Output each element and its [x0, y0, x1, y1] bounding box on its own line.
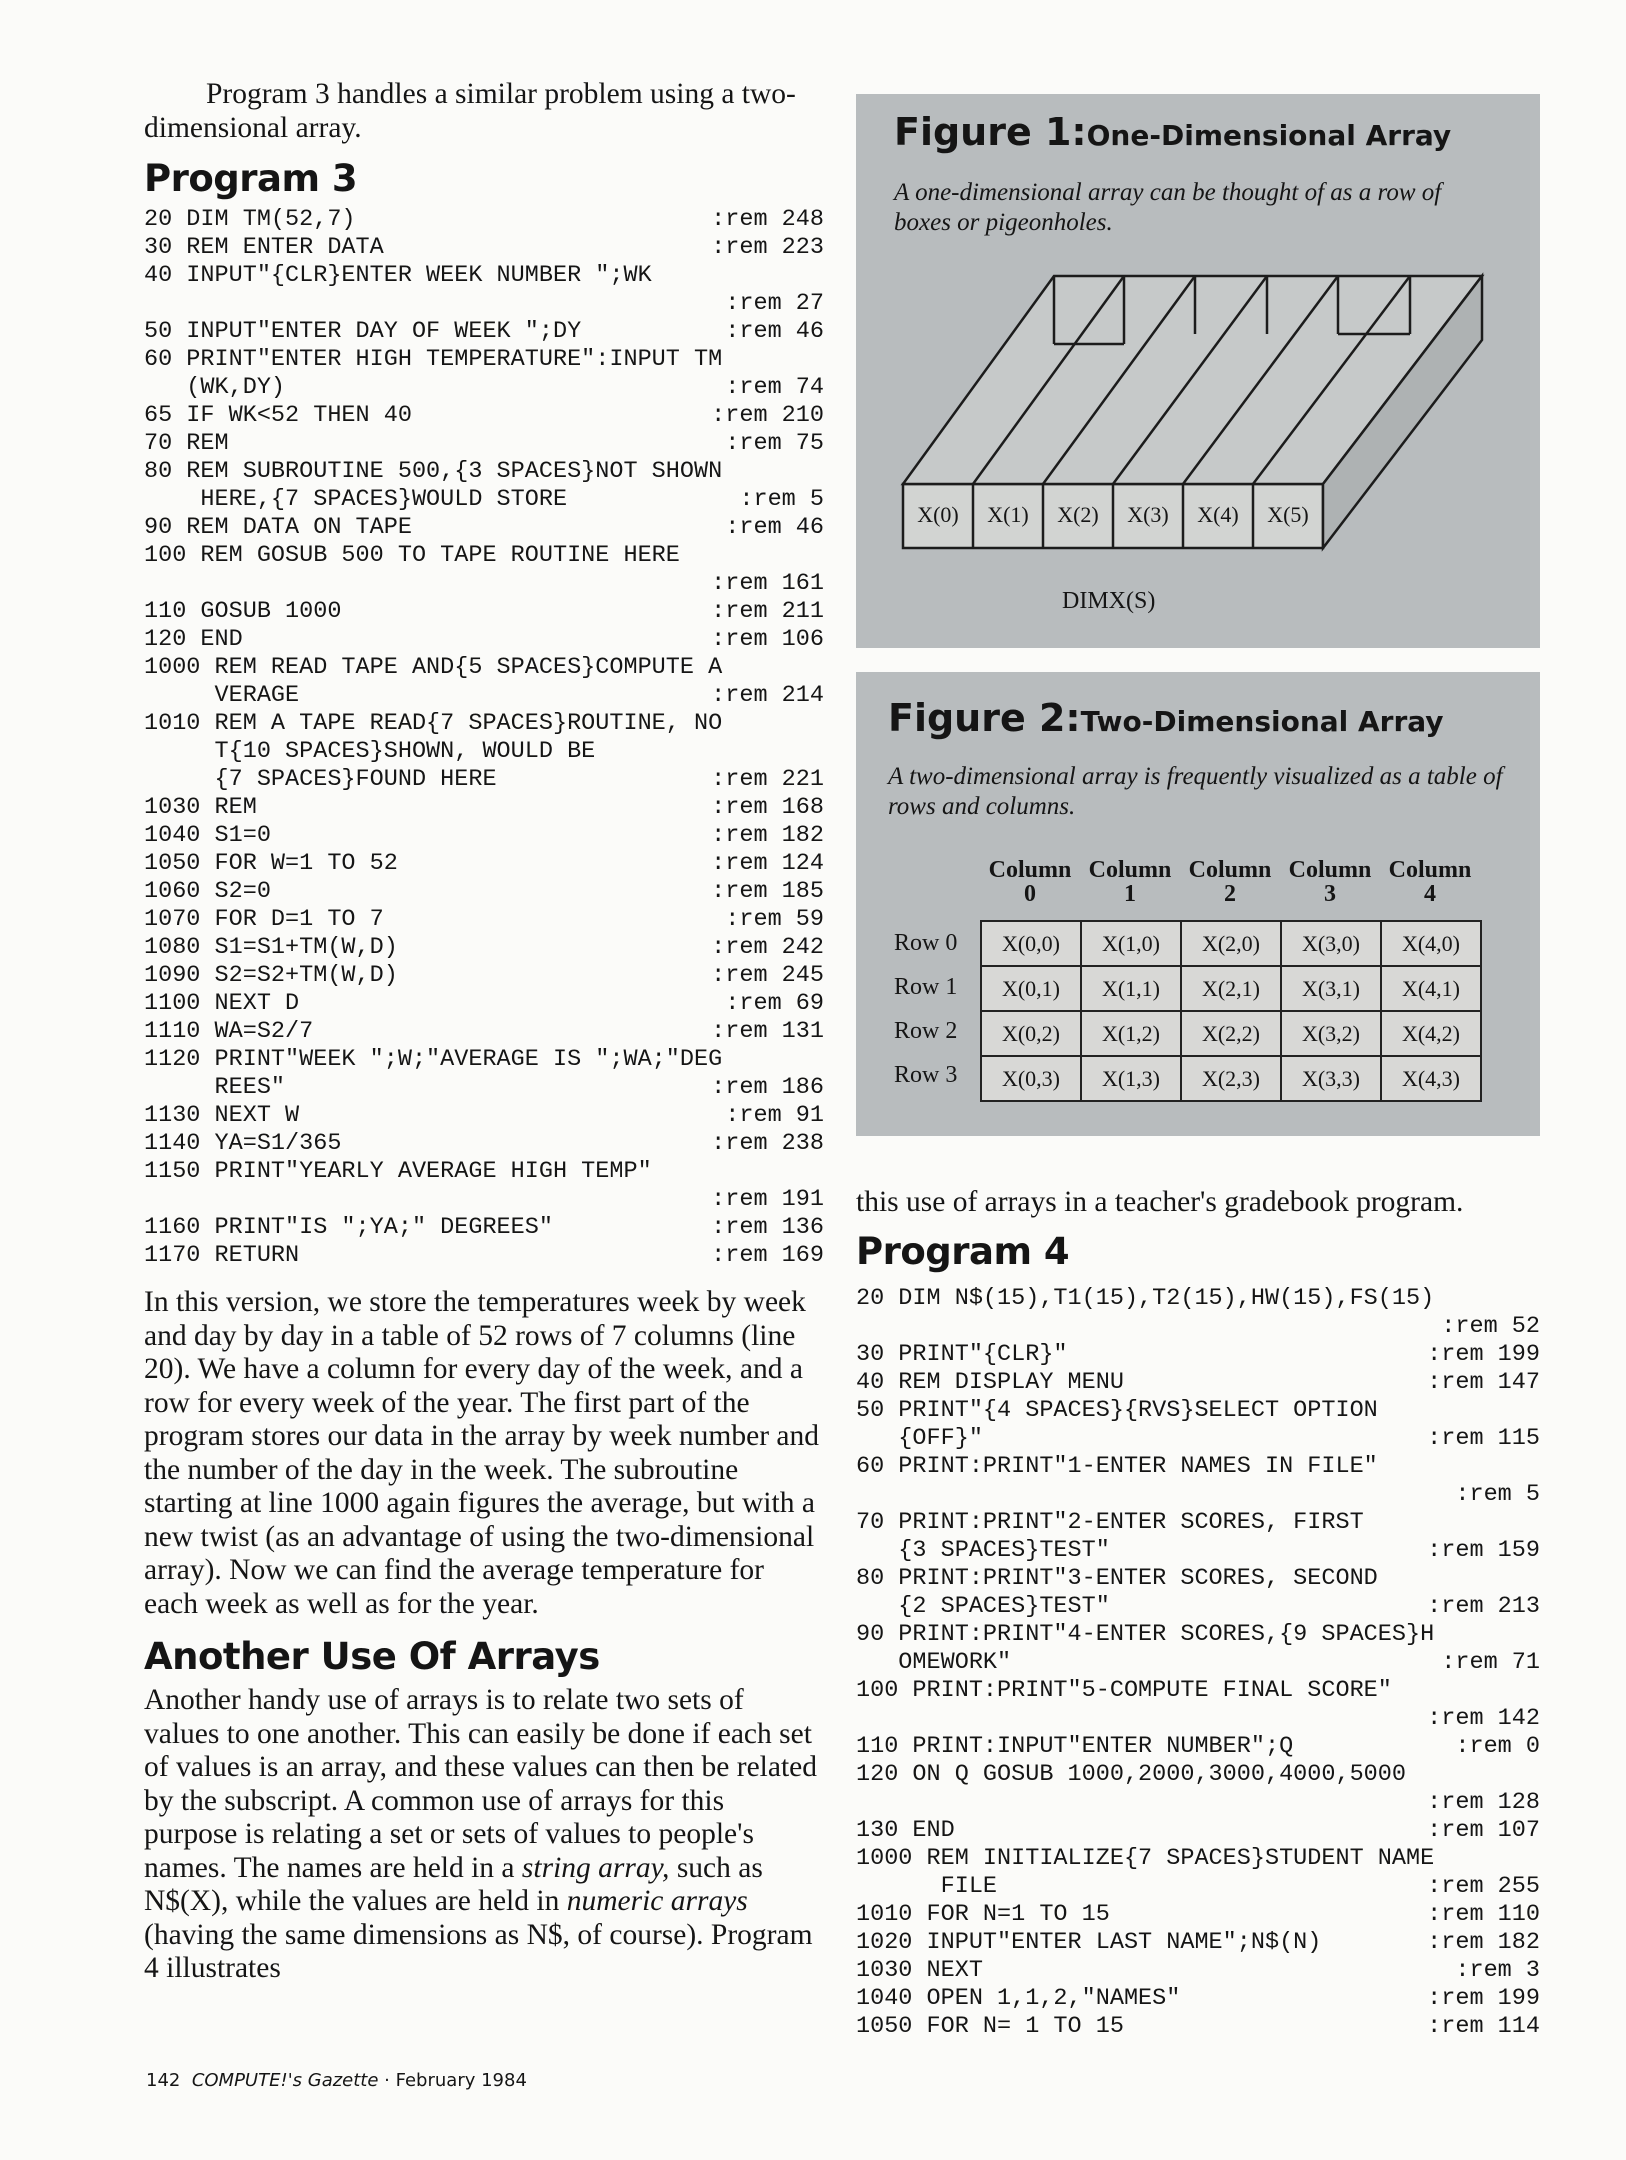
code-text: 120 ON Q GOSUB 1000,2000,3000,4000,5000 [856, 1760, 1406, 1788]
program4-code-line [856, 1621, 1540, 1649]
code-text: 100 PRINT:PRINT"5-COMPUTE FINAL SCORE" [856, 1676, 1392, 1704]
program3-code-line [144, 486, 824, 514]
rem-checksum: :rem 128 [1427, 1788, 1540, 1816]
code-text: 1090 S2=S2+TM(W,D) [144, 962, 398, 989]
code-text: REES" [144, 1074, 286, 1101]
rem-checksum: :rem 46 [725, 514, 824, 541]
program3-code-line [144, 710, 824, 738]
another-use-text-2: such as N$(X), while the values are held in [144, 1851, 763, 1917]
row-label: Row 3 [894, 1062, 958, 1088]
figure2-table [980, 920, 1482, 1102]
rem-checksum: :rem 46 [725, 318, 824, 345]
code-text: 100 REM GOSUB 500 TO TAPE ROUTINE HERE [144, 542, 680, 569]
rem-checksum: :rem 214 [711, 682, 824, 709]
code-text: 70 REM [144, 430, 229, 457]
rem-checksum: :rem 199 [1427, 1984, 1540, 2012]
code-text: {2 SPACES}TEST" [856, 1592, 1110, 1620]
rem-checksum: :rem 248 [711, 206, 824, 233]
rem-checksum: :rem 221 [711, 766, 824, 793]
another-use-text-1: Another handy use of arrays is to relate two sets of values to one another. This can easily be done if each set of values is an array, and these values can then be related by the subscript. A common use of arrays for this purpose is relating a set or sets of values to people's names. The names are held in a [144, 1684, 818, 1884]
program3-code-line [144, 1074, 824, 1102]
table-cell: X(3,0) [1281, 921, 1381, 966]
program3-code-line [144, 934, 824, 962]
rem-checksum: :rem 223 [711, 234, 824, 261]
program3-code-line [144, 738, 824, 766]
rem-checksum: :rem 91 [725, 1102, 824, 1129]
program4-heading: Program 4 [856, 1229, 1070, 1273]
code-text: VERAGE [144, 682, 300, 709]
program4-code-line [856, 1341, 1540, 1369]
rem-checksum: :rem 59 [725, 906, 824, 933]
program3-code-line [144, 1186, 824, 1214]
rem-checksum: :rem 211 [711, 598, 824, 625]
table-cell: X(0,0) [981, 921, 1081, 966]
program4-listing [856, 1285, 1540, 2041]
row-label: Row 2 [894, 1018, 958, 1044]
code-text: 110 PRINT:INPUT"ENTER NUMBER";Q [856, 1732, 1294, 1760]
program4-code-line [856, 1733, 1540, 1761]
program3-code-line [144, 990, 824, 1018]
code-text: 1100 NEXT D [144, 990, 300, 1017]
rem-checksum: :rem 74 [725, 374, 824, 401]
code-text: 1040 OPEN 1,1,2,"NAMES" [856, 1984, 1181, 2012]
rem-checksum: :rem 114 [1427, 2012, 1540, 2040]
rem-checksum: :rem 27 [725, 290, 824, 317]
program3-code-line [144, 346, 824, 374]
program3-code-line [144, 570, 824, 598]
right-column-text [856, 1186, 1540, 2041]
table-cell: X(0,1) [981, 966, 1081, 1011]
table-cell: X(2,1) [1181, 966, 1281, 1011]
rem-checksum: :rem 182 [1427, 1928, 1540, 1956]
code-text: 1040 S1=0 [144, 822, 271, 849]
figure2-name: Two-Dimensional Array [1080, 705, 1444, 738]
pigeonhole-diagram [856, 94, 1540, 648]
column-number: 2 [1224, 881, 1236, 907]
program3-code-line [144, 878, 824, 906]
array-cell-label: X(4) [1197, 502, 1239, 527]
program3-code-line [144, 402, 824, 430]
column-header [1180, 858, 1280, 906]
rem-checksum: :rem 71 [1441, 1648, 1540, 1676]
program3-code-line [144, 654, 824, 682]
program3-code-line [144, 906, 824, 934]
program4-code-line [856, 1397, 1540, 1425]
column-header [1380, 858, 1480, 906]
rem-checksum: :rem 110 [1427, 1900, 1540, 1928]
rem-checksum: :rem 159 [1427, 1536, 1540, 1564]
program4-code-line [856, 1957, 1540, 1985]
figure1-number: Figure 1: [894, 110, 1087, 154]
figure2-caption: A two-dimensional array is frequently visualized as a table of rows and columns. [888, 763, 1503, 820]
another-use-text-3: (having the same dimensions as N$, of course). Program 4 illustrates [144, 1918, 813, 1984]
rem-checksum: :rem 69 [725, 990, 824, 1017]
program4-code-line [856, 1313, 1540, 1341]
table-cell: X(2,3) [1181, 1056, 1281, 1101]
program4-code-line [856, 1537, 1540, 1565]
program3-code-line [144, 262, 824, 290]
code-text: 1170 RETURN [144, 1242, 300, 1269]
table-cell: X(1,0) [1081, 921, 1181, 966]
program3-code-line [144, 318, 824, 346]
code-text: T{10 SPACES}SHOWN, WOULD BE [144, 738, 596, 765]
figure1-caption: A one-dimensional array can be thought of as a row of boxes or pigeonholes. [894, 179, 1442, 236]
program3-code-line [144, 1018, 824, 1046]
program4-code-line [856, 1929, 1540, 1957]
code-text: 40 REM DISPLAY MENU [856, 1368, 1124, 1396]
rem-checksum: :rem 75 [725, 430, 824, 457]
figure1-name: One-Dimensional Array [1086, 119, 1452, 152]
another-use-emphasis-2: numeric arrays [566, 1885, 748, 1917]
array-cell-label: X(3) [1127, 502, 1169, 527]
rem-checksum: :rem 106 [711, 626, 824, 653]
program3-code-line [144, 962, 824, 990]
array-cell-label: X(5) [1267, 502, 1309, 527]
code-text: 80 PRINT:PRINT"3-ENTER SCORES, SECOND [856, 1564, 1378, 1592]
program4-code-line [856, 1677, 1540, 1705]
program4-code-line [856, 1649, 1540, 1677]
program4-code-line [856, 1705, 1540, 1733]
code-text: 65 IF WK<52 THEN 40 [144, 402, 412, 429]
program4-code-line [856, 1565, 1540, 1593]
code-text: FILE [856, 1872, 998, 1900]
table-cell: X(1,3) [1081, 1056, 1181, 1101]
rem-checksum: :rem 147 [1427, 1368, 1540, 1396]
figure1-panel [856, 94, 1540, 648]
another-use-paragraph [144, 1684, 824, 1986]
table-cell: X(0,2) [981, 1011, 1081, 1056]
program3-code-line [144, 542, 824, 570]
table-cell: X(3,1) [1281, 966, 1381, 1011]
code-text: 120 END [144, 626, 243, 653]
row-label: Row 1 [894, 974, 958, 1000]
table-cell: X(4,2) [1381, 1011, 1481, 1056]
rem-checksum: :rem 213 [1427, 1592, 1540, 1620]
program3-code-line [144, 1046, 824, 1074]
code-text: 20 DIM N$(15),T1(15),T2(15),HW(15),FS(15) [856, 1284, 1435, 1312]
rem-checksum: :rem 0 [1455, 1732, 1540, 1760]
code-text: {3 SPACES}TEST" [856, 1536, 1110, 1564]
program4-code-line [856, 1509, 1540, 1537]
program3-code-line [144, 794, 824, 822]
program4-code-line [856, 1453, 1540, 1481]
program3-listing [144, 206, 824, 1270]
code-text: 1000 REM READ TAPE AND{5 SPACES}COMPUTE A [144, 654, 723, 681]
rem-checksum: :rem 5 [1455, 1480, 1540, 1508]
left-column [144, 78, 824, 1986]
program4-code-line [856, 1593, 1540, 1621]
code-text: 1130 NEXT W [144, 1102, 300, 1129]
rem-checksum: :rem 255 [1427, 1872, 1540, 1900]
rem-checksum: :rem 245 [711, 962, 824, 989]
code-text: 1110 WA=S2/7 [144, 1018, 314, 1045]
code-text: 1010 FOR N=1 TO 15 [856, 1900, 1110, 1928]
figure1-label: DIMX(S) [1062, 588, 1156, 614]
another-use-emphasis-1: string array, [521, 1851, 670, 1884]
table-row [981, 1011, 1481, 1056]
program3-code-line [144, 1242, 824, 1270]
rem-checksum: :rem 52 [1441, 1312, 1540, 1340]
another-use-heading: Another Use Of Arrays [144, 1635, 600, 1678]
code-text: 50 PRINT"{4 SPACES}{RVS}SELECT OPTION [856, 1396, 1378, 1424]
table-cell: X(4,3) [1381, 1056, 1481, 1101]
code-text: HERE,{7 SPACES}WOULD STORE [144, 486, 568, 513]
column-number: 1 [1124, 881, 1136, 907]
column-word: Column [1388, 857, 1472, 883]
column-header [1080, 858, 1180, 906]
program4-code-line [856, 1901, 1540, 1929]
column-word: Column [1288, 857, 1372, 883]
rem-checksum: :rem 186 [711, 1074, 824, 1101]
program4-code-line [856, 1789, 1540, 1817]
column-word: Column [988, 857, 1072, 883]
table-row [981, 921, 1481, 966]
code-text: 1060 S2=0 [144, 878, 271, 905]
code-text: 1120 PRINT"WEEK ";W;"AVERAGE IS ";WA;"DEG [144, 1046, 723, 1073]
figure2-number: Figure 2: [888, 696, 1081, 740]
program3-heading: Program 3 [144, 157, 358, 200]
code-text: {7 SPACES}FOUND HERE [144, 766, 497, 793]
program3-code-line [144, 766, 824, 794]
program3-code-line [144, 290, 824, 318]
program3-code-line [144, 1158, 824, 1186]
table-cell: X(2,2) [1181, 1011, 1281, 1056]
rem-checksum: :rem 107 [1427, 1816, 1540, 1844]
code-text: 1140 YA=S1/365 [144, 1130, 342, 1157]
code-text: 60 PRINT:PRINT"1-ENTER NAMES IN FILE" [856, 1452, 1378, 1480]
rem-checksum: :rem 3 [1455, 1956, 1540, 1984]
table-cell: X(4,1) [1381, 966, 1481, 1011]
table-cell: X(0,3) [981, 1056, 1081, 1101]
code-text: 1160 PRINT"IS ";YA;" DEGREES" [144, 1214, 553, 1241]
page-number: 142 [146, 2070, 181, 2091]
program4-code-line [856, 1873, 1540, 1901]
rem-checksum: :rem 169 [711, 1242, 824, 1269]
program3-code-line [144, 206, 824, 234]
code-text: 1050 FOR W=1 TO 52 [144, 850, 398, 877]
table-cell: X(2,0) [1181, 921, 1281, 966]
intro-paragraph: Program 3 handles a similar problem using a two-dimensional array. [144, 78, 796, 144]
code-text: 40 INPUT"{CLR}ENTER WEEK NUMBER ";WK [144, 262, 652, 289]
program3-code-line [144, 234, 824, 262]
row-label: Row 0 [894, 930, 958, 956]
array-cell-label: X(2) [1057, 502, 1099, 527]
program3-code-line [144, 430, 824, 458]
table-cell: X(1,2) [1081, 1011, 1181, 1056]
program3-code-line [144, 598, 824, 626]
table-cell: X(4,0) [1381, 921, 1481, 966]
code-text: 130 END [856, 1816, 955, 1844]
array-cell-label: X(1) [987, 502, 1029, 527]
program3-code-line [144, 458, 824, 486]
program4-code-line [856, 1285, 1540, 1313]
column-header [980, 858, 1080, 906]
rem-checksum: :rem 142 [1427, 1704, 1540, 1732]
column-number: 3 [1324, 881, 1336, 907]
program4-code-line [856, 1369, 1540, 1397]
code-text: 1030 REM [144, 794, 257, 821]
rem-checksum: :rem 124 [711, 850, 824, 877]
code-text: 1150 PRINT"YEARLY AVERAGE HIGH TEMP" [144, 1158, 652, 1185]
program4-code-line [856, 1817, 1540, 1845]
code-text: (WK,DY) [144, 374, 286, 401]
code-text: 90 PRINT:PRINT"4-ENTER SCORES,{9 SPACES}H [856, 1620, 1435, 1648]
program3-code-line [144, 1214, 824, 1242]
code-text: OMEWORK" [856, 1648, 1012, 1676]
rem-checksum: :rem 136 [711, 1214, 824, 1241]
code-text: 70 PRINT:PRINT"2-ENTER SCORES, FIRST [856, 1508, 1364, 1536]
code-text: 90 REM DATA ON TAPE [144, 514, 412, 541]
program4-code-line [856, 1761, 1540, 1789]
code-text: 30 PRINT"{CLR}" [856, 1340, 1068, 1368]
table-cell: X(1,1) [1081, 966, 1181, 1011]
rem-checksum: :rem 210 [711, 402, 824, 429]
program3-code-line [144, 682, 824, 710]
table-cell: X(3,2) [1281, 1011, 1381, 1056]
program3-code-line [144, 626, 824, 654]
rem-checksum: :rem 115 [1427, 1424, 1540, 1452]
array-cell-label: X(0) [917, 502, 959, 527]
column-number: 4 [1424, 881, 1436, 907]
code-text: 1080 S1=S1+TM(W,D) [144, 934, 398, 961]
program3-code-line [144, 850, 824, 878]
program3-code-line [144, 1130, 824, 1158]
continuation-paragraph: this use of arrays in a teacher's gradebook program. [856, 1186, 1464, 1218]
version-paragraph: In this version, we store the temperatures week by week and day by day in a table of 52 rows of 7 columns (line 20). We have a column for every day of the week, and a row for every week of the year. The first part of the program stores our data in the array by week number and the number of the day in the week. The subroutine starting at line 1000 again figures the average, but with a new twist (as an advantage of using the two-dimensional array). Now we can find the average temperature for each week as well as for the year. [144, 1286, 819, 1620]
page-footer: 142 COMPUTE!'s Gazette · February 1984 [146, 2070, 527, 2091]
program3-code-line [144, 514, 824, 542]
rem-checksum: :rem 168 [711, 794, 824, 821]
program4-code-line [856, 1481, 1540, 1509]
figure2-title [888, 696, 1444, 740]
column-word: Column [1088, 857, 1172, 883]
rem-checksum: :rem 131 [711, 1018, 824, 1045]
issue-date: February 1984 [395, 2070, 527, 2091]
rem-checksum: :rem 185 [711, 878, 824, 905]
table-row [981, 1056, 1481, 1101]
figure2-panel [856, 672, 1540, 1136]
rem-checksum: :rem 5 [739, 486, 824, 513]
column-number: 0 [1024, 881, 1036, 907]
column-header [1280, 858, 1380, 906]
code-text: 1010 REM A TAPE READ{7 SPACES}ROUTINE, NO [144, 710, 723, 737]
column-word: Column [1188, 857, 1272, 883]
program4-code-line [856, 2013, 1540, 2041]
rem-checksum: :rem 161 [711, 570, 824, 597]
program3-code-line [144, 374, 824, 402]
code-text: 50 INPUT"ENTER DAY OF WEEK ";DY [144, 318, 582, 345]
table-row [981, 966, 1481, 1011]
code-text: 80 REM SUBROUTINE 500,{3 SPACES}NOT SHOWN [144, 458, 723, 485]
program3-code-line [144, 822, 824, 850]
code-text: 1000 REM INITIALIZE{7 SPACES}STUDENT NAME [856, 1844, 1435, 1872]
table-cell: X(3,3) [1281, 1056, 1381, 1101]
rem-checksum: :rem 242 [711, 934, 824, 961]
code-text: {OFF}" [856, 1424, 983, 1452]
code-text: 1070 FOR D=1 TO 7 [144, 906, 384, 933]
code-text: 1050 FOR N= 1 TO 15 [856, 2012, 1124, 2040]
program3-code-line [144, 1102, 824, 1130]
code-text: 110 GOSUB 1000 [144, 598, 342, 625]
rem-checksum: :rem 199 [1427, 1340, 1540, 1368]
code-text: 60 PRINT"ENTER HIGH TEMPERATURE":INPUT TM [144, 346, 723, 373]
program4-code-line [856, 1425, 1540, 1453]
rem-checksum: :rem 238 [711, 1130, 824, 1157]
magazine-name: COMPUTE!'s Gazette [191, 2070, 379, 2091]
code-text: 30 REM ENTER DATA [144, 234, 384, 261]
rem-checksum: :rem 182 [711, 822, 824, 849]
code-text: 20 DIM TM(52,7) [144, 206, 356, 233]
code-text: 1030 NEXT [856, 1956, 983, 1984]
code-text: 1020 INPUT"ENTER LAST NAME";N$(N) [856, 1928, 1322, 1956]
program4-code-line [856, 1985, 1540, 2013]
rem-checksum: :rem 191 [711, 1186, 824, 1213]
program4-code-line [856, 1845, 1540, 1873]
